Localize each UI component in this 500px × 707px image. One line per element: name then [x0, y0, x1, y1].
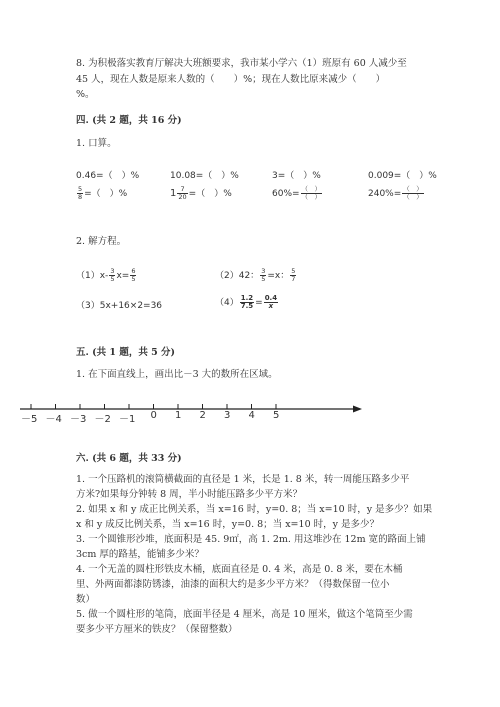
- oral-calc-title: 1. 口算。: [76, 138, 117, 149]
- section6-title: 六. (共 6 题，共 33 分): [76, 453, 182, 464]
- oral-calc-4: 0.009=（ ）%: [368, 171, 437, 181]
- oral-calc-5: $\frac{5}{8}$ =（ ）%: [78, 185, 128, 201]
- s6-line-2: 方米?如果每分钟转 8 周，半小时能压路多少平方米？: [76, 489, 303, 500]
- s6-line-5: 3. 一个圆锥形沙堆，底面积是 45. 9㎡，高 1. 2m. 用这堆沙在 12m 宽的路面上铺: [76, 534, 426, 545]
- fraction: $\frac{5}{8}$: [78, 185, 83, 201]
- fraction: $\frac{5}{7}$: [291, 267, 296, 283]
- oral-calc-8: 240%= $\frac{( )}{( )}$: [368, 185, 423, 201]
- number-line-label: 1: [175, 410, 182, 421]
- s6-line-1: 1. 一个压路机的滚筒横截面的直径是 1 米，长是 1. 8 米，转一周能压路多少平: [76, 474, 410, 485]
- solve-equation-title: 2. 解方程。: [76, 236, 127, 247]
- number-line-label: 4: [248, 410, 255, 421]
- number-line-label: 0: [150, 410, 157, 421]
- problem8-line3: %。: [76, 89, 95, 100]
- fraction: $\frac{3}{5}$: [261, 267, 266, 283]
- fraction: $\frac{0.4}{x}$: [264, 294, 278, 310]
- s6-line-3: 2. 如果 x 和 y 成正比例关系，当 x=16 时，y=0. 8；当 x=10 时，y 是多少？如果: [76, 504, 433, 515]
- s6-line-7: 4. 一个无盖的圆柱形铁皮木桶，底面直径是 0. 4 米，高是 0. 8 米，要在木桶: [76, 564, 403, 575]
- oral-calc-7: 60%= $\frac{( )}{( )}$: [272, 185, 322, 201]
- number-line-label: －4: [45, 414, 62, 425]
- number-line-question: 1. 在下面直线上，画出比－3 大的数所在区域。: [76, 369, 278, 380]
- oral-calc-2: 10.08=（ ）%: [170, 171, 239, 181]
- problem8-line1: 8. 为积极落实教育厅解决大班额要求，我市某小学六（1）班原有 60 人减少至: [76, 58, 407, 69]
- fraction: $\frac{( )}{( )}$: [301, 185, 322, 201]
- fraction: $\frac{( )}{( )}$: [403, 185, 423, 201]
- fraction: $\frac{1.2}{7.5}$: [240, 294, 254, 310]
- equation-2: （2）42： $\frac{3}{5}$ =x： $\frac{5}{7}$: [215, 267, 296, 283]
- number-line-label: 2: [199, 410, 206, 421]
- equation-3: （3）5x+16×2=36: [76, 301, 163, 311]
- number-line-label: 5: [273, 410, 280, 421]
- equation-1: （1）x- $\frac{3}{5}$ x= $\frac{6}{5}$: [76, 267, 136, 283]
- oral-calc-6: 1 $\frac{7}{20}$ =（ ）%: [170, 185, 232, 201]
- fraction: $\frac{3}{5}$: [110, 267, 115, 283]
- oral-calc-3: 3=（ ）%: [272, 171, 321, 181]
- fraction: $\frac{6}{5}$: [131, 267, 136, 283]
- oral-calc-1: 0.46=（ ）%: [76, 171, 140, 181]
- s6-line-9: 数）: [76, 594, 96, 605]
- s6-line-11: 要多少平方厘米的铁皮？（保留整数）: [76, 624, 238, 635]
- section4-title: 四. (共 2 题，共 16 分): [76, 115, 182, 126]
- number-line-label: －2: [94, 414, 111, 425]
- s6-line-8: 里、外两面都漆防锈漆，油漆的面积大约是多少平方米？（得数保留一位小: [76, 579, 390, 590]
- number-line-label: 3: [224, 410, 231, 421]
- section5-title: 五. (共 1 题，共 5 分): [76, 347, 176, 358]
- number-line-label: －3: [70, 414, 87, 425]
- s6-line-10: 5. 做一个圆柱形的笔筒，底面半径是 4 厘米，高是 10 厘米，做这个笔筒至少需: [76, 609, 413, 620]
- fraction: $\frac{7}{20}$: [178, 185, 187, 201]
- equation-4: （4） $\frac{1.2}{7.5}$ = $\frac{0.4}{x}$: [215, 294, 278, 310]
- s6-line-6: 3cm 厚的路基，能铺多少米？: [76, 549, 204, 560]
- number-line-label: －1: [119, 414, 136, 425]
- number-line-arrow: [353, 406, 362, 413]
- number-line-label: －5: [21, 414, 38, 425]
- s6-line-4: x 和 y 成反比例关系，当 x=16 时，y=0. 8；当 x=10 时，y 是多少？: [76, 519, 380, 530]
- problem8-line2: 45 人，现在人数是原来人数的（ ）%；现在人数比原来减少（ ）: [76, 74, 386, 85]
